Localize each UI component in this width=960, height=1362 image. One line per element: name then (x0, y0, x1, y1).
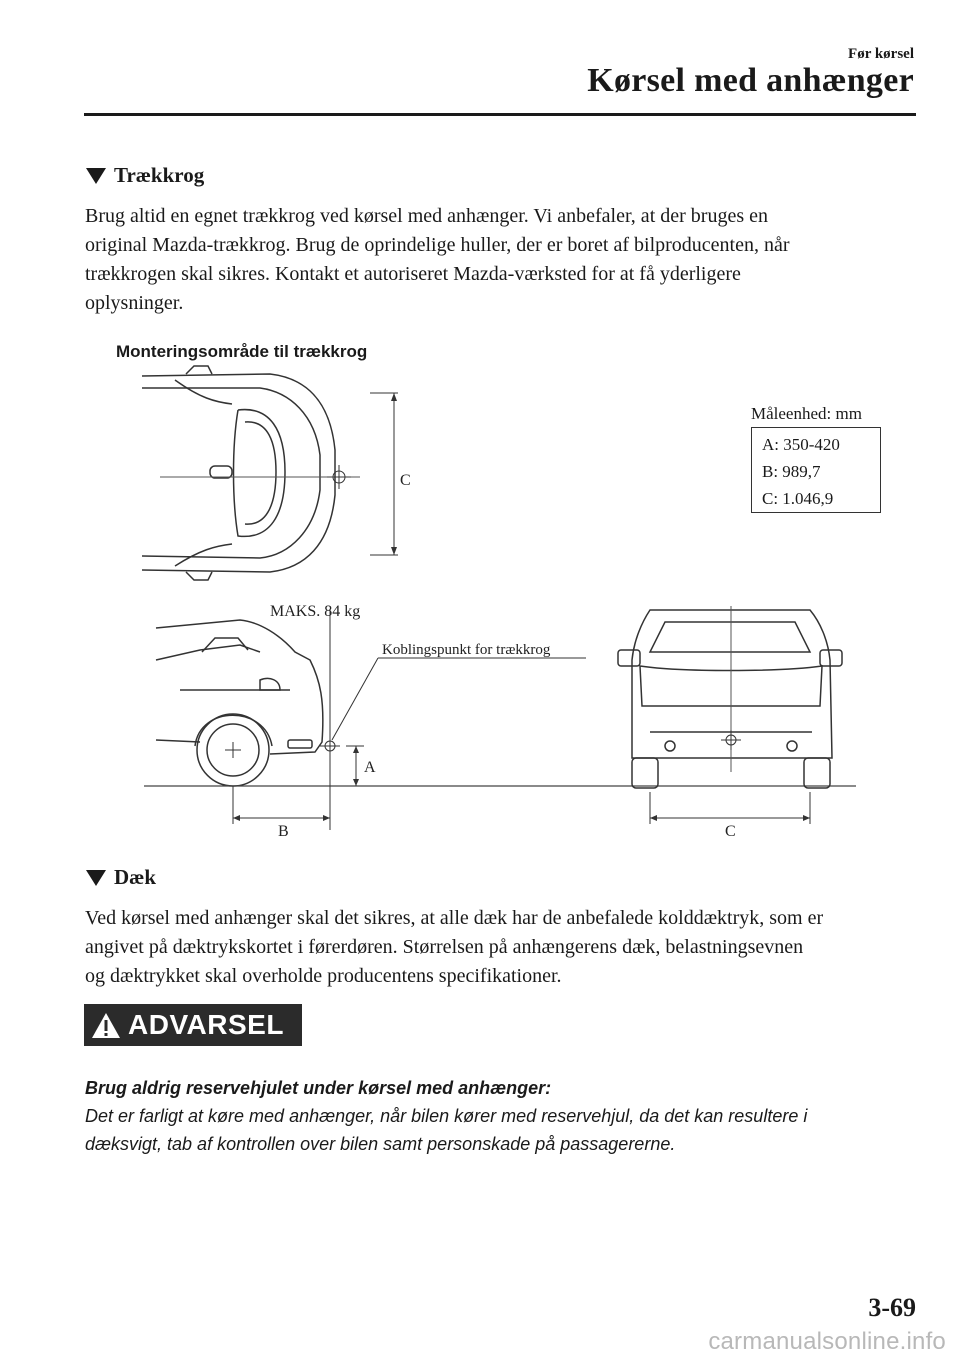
hitch-point-marker-rear (721, 730, 741, 750)
dimension-spec-box (751, 427, 881, 513)
section-heading-text: Dæk (114, 865, 157, 889)
paragraph-line: trækkrogen skal sikres. Kontakt et autoriseret Mazda-værksted for at få yderligere (85, 263, 741, 285)
page-number: 3-69 (868, 1293, 916, 1322)
watermark: carmanualsonline.info (708, 1328, 946, 1355)
dimension-b-label: B (278, 823, 289, 840)
page-title: Kørsel med anhænger (587, 62, 914, 99)
warning-text (85, 1074, 915, 1158)
paragraph-tires (85, 904, 915, 991)
paragraph-line: og dæktrykket skal overholde producentens specifikationer. (85, 965, 562, 987)
dimension-c-label-top: C (400, 472, 411, 489)
header-divider (84, 113, 916, 116)
paragraph-line: original Mazda-trækkrog. Brug de oprindelige huller, der er boret af bilproducenten, når (85, 234, 790, 256)
coupling-point-label: Koblingspunkt for trækkrog (382, 642, 551, 658)
section-heading-tires (86, 865, 156, 890)
spec-value-a: A: 350-420 (762, 435, 840, 454)
section-heading-trailer-hitch (86, 163, 204, 188)
paragraph-line: oplysninger. (85, 292, 184, 314)
hitch-point-marker-top (327, 465, 351, 489)
paragraph-trailer-hitch (85, 202, 915, 318)
car-top-view (142, 366, 335, 580)
dimension-a-label: A (364, 759, 376, 776)
car-rear-view (618, 610, 842, 788)
measurement-unit-label: Måleenhed: mm (751, 404, 862, 423)
warning-label: ADVARSEL (128, 1009, 284, 1040)
triangle-bullet-icon (86, 870, 106, 886)
chapter-label: Før kørsel (848, 46, 914, 62)
warning-title: Brug aldrig reservehjulet under kørsel med anhænger: (85, 1078, 552, 1098)
warning-triangle-icon (84, 1004, 128, 1046)
spec-value-c: C: 1.046,9 (762, 489, 834, 508)
hitch-mounting-diagram (120, 360, 860, 840)
paragraph-line: Ved kørsel med anhænger skal det sikres, at alle dæk har de anbefalede kolddæktryk, som er (85, 907, 824, 929)
triangle-bullet-icon (86, 168, 106, 184)
spec-value-b: B: 989,7 (762, 462, 821, 481)
warning-line: dæksvigt, tab af kontrollen over bilen samt personskade på passagererne. (85, 1134, 676, 1154)
paragraph-line: Brug altid en egnet trækkrog ved kørsel med anhænger. Vi anbefaler, at der bruges en (85, 205, 768, 227)
warning-line: Det er farligt at køre med anhænger, når bilen kører med reservehjul, da det kan resultere i (85, 1106, 808, 1126)
warning-banner (84, 1004, 302, 1046)
section-heading-text: Trækkrog (114, 163, 205, 187)
max-load-label: MAKS. 84 kg (270, 603, 361, 620)
figure-caption: Monteringsområde til trækkrog (116, 342, 368, 361)
dimension-c-label-rear: C (725, 823, 736, 840)
car-side-view (156, 620, 323, 786)
paragraph-line: angivet på dæktrykskortet i førerdøren. Størrelsen på anhængerens dæk, belastningsevnen (85, 936, 804, 958)
